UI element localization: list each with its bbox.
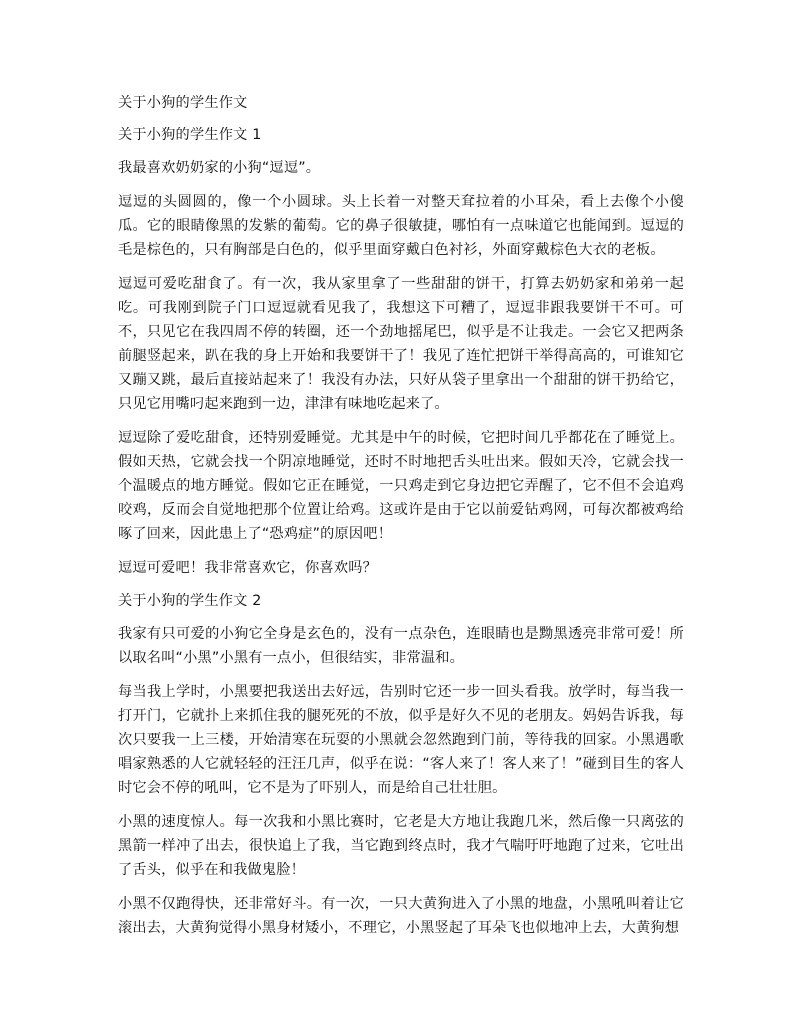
paragraph-sleep: 逗逗除了爱吃甜食，还特别爱睡觉。尤其是中午的时候，它把时间几乎都花在了睡觉上。假如天热，它就会找一个阴凉地睡觉，还时不时地把舌头吐出来。假如天冷，它就会找一个温暖点的地方睡觉。假如它正在睡觉，一只鸡走到它身边把它弄醒了，它不但不会追鸡咬鸡，反而会自觉地把那个位置让给鸡。这或许是由于它以前爱钻鸡网，可每次都被鸡给啄了回来，因此患上了“恐鸡症”的原因吧！ (118, 430, 684, 542)
essay-1-heading: 关于小狗的学生作文 1 (118, 127, 262, 143)
document-title: 关于小狗的学生作文 (118, 95, 248, 111)
paragraph-appearance: 逗逗的头圆圆的，像一个小圆球。头上长着一对整天耷拉着的小耳朵，看上去像个小傻瓜。它的眼睛像黑的发紫的葡萄。它的鼻子很敏捷，哪怕有一点味道它也能闻到。逗逗的毛是棕色的，只有胸部是白色的，似乎里面穿戴白色衬衫，外面穿戴棕色大衣的老板。 (118, 194, 684, 258)
paragraph-xiaohei-speed: 小黑的速度惊人。每一次我和小黑比赛时，它老是大方地让我跑几米，然后像一只离弦的黑箭一样冲了出去，很快追上了我，当它跑到终点时，我才气喘吁吁地跑了过来，它吐出了舌头，似乎在和我做鬼脸！ (118, 814, 684, 878)
document-page (118, 92, 684, 940)
paragraph-xiaohei-fight: 小黑不仅跑得快，还非常好斗。有一次，一只大黄狗进入了小黑的地盘，小黑吼叫着让它滚出去，大黄狗觉得小黑身材矮小，不理它，小黑竖起了耳朵飞也似地冲上去，大黄狗想 (118, 896, 684, 936)
essay-2-heading: 关于小狗的学生作文 2 (118, 593, 262, 609)
paragraph-sweets: 逗逗可爱吃甜食了。有一次，我从家里拿了一些甜甜的饼干，打算去奶奶家和弟弟一起吃。可我刚到院子门口逗逗就看见我了，我想这下可糟了，逗逗非跟我要饼干不可。可不，只见它在我四周不停的转圈，还一个劲地摇尾巴，似乎是不让我走。一会它又把两条前腿竖起来，趴在我的身上开始和我要饼干了！我见了连忙把饼干举得高高的，可谁知它又蹦又跳，最后直接站起来了！我没有办法，只好从袋子里拿出一个甜甜的饼干扔给它，只见它用嘴叼起来跑到一边，津津有味地吃起来了。 (118, 276, 684, 412)
paragraph-closing: 逗逗可爱吧！我非常喜欢它，你喜欢吗？ (118, 560, 377, 576)
paragraph-xiaohei-intro: 我家有只可爱的小狗它全身是玄色的，没有一点杂色，连眼睛也是黝黑透亮非常可爱！所以取名叫“小黑”小黑有一点小，但很结实，非常温和。 (118, 626, 684, 666)
paragraph-xiaohei-greeting: 每当我上学时，小黑要把我送出去好远，告别时它还一步一回头看我。放学时，每当我一打开门，它就扑上来抓住我的腿死死的不放，似乎是好久不见的老朋友。妈妈告诉我，每次只要我一上三楼，开始清寒在玩耍的小黑就会忽然跑到门前，等待我的回家。小黑遇歌唱家熟悉的人它就轻轻的汪汪几声，似乎在说：“客人来了！客人来了！”碰到目生的客人时它会不停的吼叫，它不是为了吓别人，而是给自己壮壮胆。 (118, 684, 684, 796)
paragraph-intro: 我最喜欢奶奶家的小狗“逗逗”。 (118, 160, 321, 176)
